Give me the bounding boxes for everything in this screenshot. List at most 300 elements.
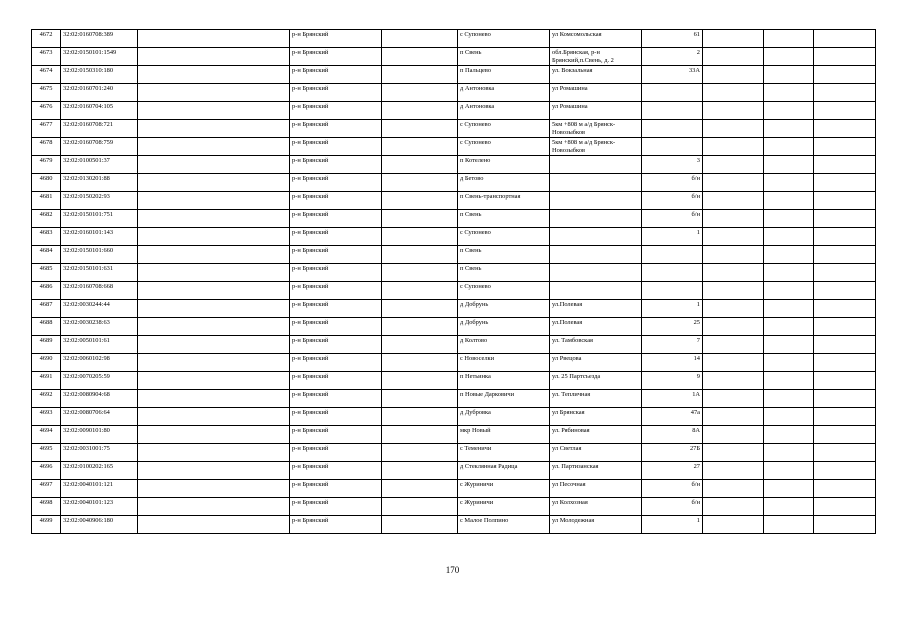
cell-cadastral-number: 32:02:0150101:631	[61, 264, 138, 282]
cell-empty	[382, 480, 458, 498]
cell-empty	[382, 498, 458, 516]
cell-empty	[764, 354, 814, 372]
cell-house: 1	[642, 300, 703, 318]
cell-cadastral-number: 32:02:0150101:751	[61, 210, 138, 228]
cell-district: р-н Брянский	[290, 282, 382, 300]
cell-district: р-н Брянский	[290, 174, 382, 192]
table-row	[32, 444, 876, 462]
cell-street: ул.Полевая	[550, 318, 642, 336]
cell-empty	[138, 336, 290, 354]
cell-locality: д Антоновка	[458, 102, 550, 120]
cell-house: 2	[642, 48, 703, 66]
cell-row-number: 4699	[32, 516, 61, 534]
cell-empty	[382, 408, 458, 426]
cell-house	[642, 264, 703, 282]
cell-empty	[814, 498, 876, 516]
cell-street: ул Комсомольская	[550, 30, 642, 48]
table-row	[32, 516, 876, 534]
cell-empty	[814, 48, 876, 66]
table-row	[32, 300, 876, 318]
cell-locality: с Супонево	[458, 282, 550, 300]
cell-locality: д Дубровка	[458, 408, 550, 426]
cell-row-number: 4681	[32, 192, 61, 210]
cell-row-number: 4677	[32, 120, 61, 138]
cell-empty	[764, 480, 814, 498]
cell-cadastral-number: 32:02:0150101:660	[61, 246, 138, 264]
cell-empty	[814, 246, 876, 264]
table-row	[32, 84, 876, 102]
cell-cadastral-number: 32:02:0040101:123	[61, 498, 138, 516]
cell-empty	[138, 408, 290, 426]
cell-cadastral-number: 32:02:0030238:63	[61, 318, 138, 336]
cell-cadastral-number: 32:02:0060102:98	[61, 354, 138, 372]
cell-empty	[138, 48, 290, 66]
cell-street	[550, 282, 642, 300]
cell-empty	[382, 264, 458, 282]
cell-empty	[703, 120, 764, 138]
cell-row-number: 4697	[32, 480, 61, 498]
cell-empty	[382, 372, 458, 390]
cell-street: ул Молодежная	[550, 516, 642, 534]
cell-locality: д Стеклянная Радица	[458, 462, 550, 480]
cell-row-number: 4674	[32, 66, 61, 84]
cell-empty	[138, 210, 290, 228]
cell-empty	[764, 336, 814, 354]
cell-cadastral-number: 32:02:0100501:37	[61, 156, 138, 174]
cell-house: 61	[642, 30, 703, 48]
cell-locality: с Теменичи	[458, 444, 550, 462]
page-number: 170	[445, 565, 460, 575]
cell-house	[642, 138, 703, 156]
cell-street: 5км +808 м а/д Брянск-Новозыбков	[550, 120, 642, 138]
cell-empty	[703, 426, 764, 444]
cell-empty	[703, 462, 764, 480]
cell-empty	[703, 192, 764, 210]
table-row	[32, 282, 876, 300]
cell-cadastral-number: 32:02:0050101:61	[61, 336, 138, 354]
cell-empty	[814, 480, 876, 498]
cell-row-number: 4695	[32, 444, 61, 462]
cell-empty	[138, 174, 290, 192]
cell-empty	[138, 228, 290, 246]
cell-empty	[703, 300, 764, 318]
cell-empty	[703, 174, 764, 192]
cell-empty	[764, 246, 814, 264]
cell-empty	[138, 66, 290, 84]
cell-row-number: 4692	[32, 390, 61, 408]
cell-empty	[814, 156, 876, 174]
cell-empty	[764, 156, 814, 174]
table-row	[32, 480, 876, 498]
cell-empty	[382, 138, 458, 156]
cell-house: 9	[642, 372, 703, 390]
cell-empty	[764, 120, 814, 138]
cell-street	[550, 192, 642, 210]
cell-cadastral-number: 32:02:0070205:59	[61, 372, 138, 390]
cell-empty	[764, 228, 814, 246]
cell-cadastral-number: 32:02:0150101:1549	[61, 48, 138, 66]
cell-empty	[138, 264, 290, 282]
cell-empty	[382, 336, 458, 354]
table-row	[32, 48, 876, 66]
cell-empty	[138, 354, 290, 372]
cell-empty	[764, 390, 814, 408]
cell-empty	[703, 318, 764, 336]
cell-street: ул Светлая	[550, 444, 642, 462]
cell-empty	[138, 102, 290, 120]
cell-empty	[703, 498, 764, 516]
table-row	[32, 318, 876, 336]
table-row	[32, 372, 876, 390]
cell-empty	[138, 192, 290, 210]
table-row	[32, 336, 876, 354]
cell-empty	[382, 462, 458, 480]
cell-empty	[138, 444, 290, 462]
cell-empty	[382, 318, 458, 336]
cell-row-number: 4693	[32, 408, 61, 426]
cell-row-number: 4675	[32, 84, 61, 102]
cell-house: б/н	[642, 480, 703, 498]
cell-district: р-н Брянский	[290, 444, 382, 462]
cell-street: ул. Вокзальная	[550, 66, 642, 84]
cell-house	[642, 282, 703, 300]
cell-empty	[764, 498, 814, 516]
cell-cadastral-number: 32:02:0160101:143	[61, 228, 138, 246]
cell-empty	[814, 408, 876, 426]
cell-district: р-н Брянский	[290, 336, 382, 354]
cell-empty	[814, 102, 876, 120]
cell-street: обл.Брянская, р-н Брянский,п.Свень, д. 2	[550, 48, 642, 66]
cell-row-number: 4684	[32, 246, 61, 264]
cell-empty	[764, 192, 814, 210]
cell-locality: с Журиничи	[458, 480, 550, 498]
cell-house	[642, 102, 703, 120]
table-row	[32, 138, 876, 156]
cell-district: р-н Брянский	[290, 462, 382, 480]
cell-district: р-н Брянский	[290, 228, 382, 246]
table-row	[32, 66, 876, 84]
cell-empty	[703, 264, 764, 282]
cell-empty	[764, 174, 814, 192]
cell-locality: д Антоновка	[458, 84, 550, 102]
cell-house: б/н	[642, 210, 703, 228]
cell-district: р-н Брянский	[290, 66, 382, 84]
cell-locality: п Свень	[458, 264, 550, 282]
cell-district: р-н Брянский	[290, 516, 382, 534]
cell-house: 47а	[642, 408, 703, 426]
cell-empty	[138, 300, 290, 318]
cell-street: ул. Рябиновая	[550, 426, 642, 444]
cell-empty	[382, 444, 458, 462]
cell-empty	[764, 48, 814, 66]
cell-empty	[814, 444, 876, 462]
cell-cadastral-number: 32:02:0090101:80	[61, 426, 138, 444]
cell-street: ул Колхозная	[550, 498, 642, 516]
cell-cadastral-number: 32:02:0150310:180	[61, 66, 138, 84]
cell-house: 1	[642, 228, 703, 246]
cell-empty	[814, 84, 876, 102]
cell-row-number: 4694	[32, 426, 61, 444]
table-row	[32, 498, 876, 516]
cell-row-number: 4678	[32, 138, 61, 156]
cell-district: р-н Брянский	[290, 48, 382, 66]
cell-district: р-н Брянский	[290, 264, 382, 282]
cell-district: р-н Брянский	[290, 390, 382, 408]
table-row	[32, 210, 876, 228]
cell-street: ул Рвецова	[550, 354, 642, 372]
cell-empty	[382, 300, 458, 318]
cell-empty	[138, 282, 290, 300]
cell-empty	[814, 228, 876, 246]
cell-cadastral-number: 32:02:0160708:759	[61, 138, 138, 156]
cell-cadastral-number: 32:02:0100202:165	[61, 462, 138, 480]
cell-street: ул Песочная	[550, 480, 642, 498]
cell-street: ул. 25 Партсъезда	[550, 372, 642, 390]
register-table	[31, 29, 876, 534]
cell-district: р-н Брянский	[290, 84, 382, 102]
cell-empty	[764, 84, 814, 102]
cell-empty	[382, 426, 458, 444]
cell-empty	[703, 48, 764, 66]
cell-empty	[138, 120, 290, 138]
cell-district: р-н Брянский	[290, 102, 382, 120]
cell-locality: п Свень	[458, 48, 550, 66]
cell-row-number: 4680	[32, 174, 61, 192]
cell-empty	[382, 66, 458, 84]
cell-district: р-н Брянский	[290, 480, 382, 498]
cell-empty	[703, 30, 764, 48]
table-row	[32, 408, 876, 426]
cell-house: 27Б	[642, 444, 703, 462]
cell-empty	[382, 228, 458, 246]
cell-empty	[814, 354, 876, 372]
table-row	[32, 174, 876, 192]
cell-empty	[138, 516, 290, 534]
cell-row-number: 4686	[32, 282, 61, 300]
cell-empty	[814, 192, 876, 210]
cell-locality: д Добрунь	[458, 318, 550, 336]
cell-empty	[703, 228, 764, 246]
cell-row-number: 4685	[32, 264, 61, 282]
cell-locality: с Новоселки	[458, 354, 550, 372]
cell-cadastral-number: 32:02:0160708:668	[61, 282, 138, 300]
cell-house: 7	[642, 336, 703, 354]
cell-empty	[138, 498, 290, 516]
cell-empty	[382, 516, 458, 534]
cell-row-number: 4687	[32, 300, 61, 318]
cell-empty	[138, 426, 290, 444]
cell-district: р-н Брянский	[290, 120, 382, 138]
cell-empty	[703, 282, 764, 300]
cell-district: р-н Брянский	[290, 156, 382, 174]
cell-cadastral-number: 32:02:0040906:180	[61, 516, 138, 534]
cell-empty	[764, 264, 814, 282]
cell-row-number: 4682	[32, 210, 61, 228]
cell-empty	[138, 390, 290, 408]
cell-street: ул.Полевая	[550, 300, 642, 318]
cell-empty	[138, 84, 290, 102]
cell-locality: п Нетьинка	[458, 372, 550, 390]
cell-empty	[764, 408, 814, 426]
cell-district: р-н Брянский	[290, 426, 382, 444]
cell-locality: мкр Новый	[458, 426, 550, 444]
cell-row-number: 4698	[32, 498, 61, 516]
cell-district: р-н Брянский	[290, 498, 382, 516]
cell-cadastral-number: 32:02:0030244:44	[61, 300, 138, 318]
cell-cadastral-number: 32:02:0080706:64	[61, 408, 138, 426]
cell-empty	[382, 390, 458, 408]
cell-empty	[814, 210, 876, 228]
cell-empty	[703, 444, 764, 462]
cell-empty	[703, 408, 764, 426]
cell-locality: с Малое Полпино	[458, 516, 550, 534]
cell-empty	[814, 318, 876, 336]
cell-street: 5км +808 м а/д Брянск-Новозыбков	[550, 138, 642, 156]
cell-empty	[382, 84, 458, 102]
cell-cadastral-number: 32:02:0160704:105	[61, 102, 138, 120]
cell-district: р-н Брянский	[290, 30, 382, 48]
cell-empty	[814, 390, 876, 408]
cell-empty	[703, 138, 764, 156]
cell-house	[642, 84, 703, 102]
cell-cadastral-number: 32:02:0130201:88	[61, 174, 138, 192]
cell-row-number: 4691	[32, 372, 61, 390]
cell-empty	[703, 84, 764, 102]
cell-empty	[814, 282, 876, 300]
cell-house: 14	[642, 354, 703, 372]
cell-empty	[814, 174, 876, 192]
cell-empty	[814, 138, 876, 156]
cell-empty	[703, 336, 764, 354]
cell-empty	[814, 300, 876, 318]
cell-house: б/н	[642, 174, 703, 192]
cell-empty	[138, 30, 290, 48]
cell-empty	[138, 372, 290, 390]
cell-empty	[703, 210, 764, 228]
table-row	[32, 102, 876, 120]
cell-empty	[138, 156, 290, 174]
cell-empty	[814, 264, 876, 282]
cell-empty	[814, 30, 876, 48]
table-row	[32, 390, 876, 408]
cell-empty	[764, 30, 814, 48]
cell-cadastral-number: 32:02:0160701:240	[61, 84, 138, 102]
cell-locality: п Котелено	[458, 156, 550, 174]
cell-locality: п Свень	[458, 210, 550, 228]
cell-row-number: 4673	[32, 48, 61, 66]
cell-street: ул. Партизанская	[550, 462, 642, 480]
table-row	[32, 264, 876, 282]
table-body	[32, 30, 876, 534]
cell-empty	[382, 102, 458, 120]
cell-street: ул Ромашина	[550, 102, 642, 120]
cell-row-number: 4689	[32, 336, 61, 354]
cell-empty	[764, 444, 814, 462]
cell-house: б/н	[642, 498, 703, 516]
cell-district: р-н Брянский	[290, 192, 382, 210]
cell-empty	[764, 102, 814, 120]
table-row	[32, 156, 876, 174]
cell-house: 27	[642, 462, 703, 480]
table-row	[32, 30, 876, 48]
cell-district: р-н Брянский	[290, 246, 382, 264]
cell-empty	[814, 66, 876, 84]
cell-locality: с Журиничи	[458, 498, 550, 516]
cell-row-number: 4688	[32, 318, 61, 336]
cell-house: 1А	[642, 390, 703, 408]
cell-row-number: 4696	[32, 462, 61, 480]
cell-house: 8А	[642, 426, 703, 444]
cell-empty	[814, 120, 876, 138]
cell-house	[642, 246, 703, 264]
cell-empty	[138, 480, 290, 498]
cell-row-number: 4679	[32, 156, 61, 174]
table-row	[32, 228, 876, 246]
cell-district: р-н Брянский	[290, 372, 382, 390]
cell-empty	[703, 390, 764, 408]
cell-empty	[814, 426, 876, 444]
cell-empty	[382, 120, 458, 138]
cell-empty	[382, 48, 458, 66]
cell-empty	[764, 318, 814, 336]
cell-empty	[703, 66, 764, 84]
cell-empty	[382, 174, 458, 192]
cell-district: р-н Брянский	[290, 300, 382, 318]
cell-empty	[703, 372, 764, 390]
cell-row-number: 4676	[32, 102, 61, 120]
cell-empty	[814, 372, 876, 390]
cell-empty	[764, 300, 814, 318]
cell-street: ул Ромашина	[550, 84, 642, 102]
cell-district: р-н Брянский	[290, 408, 382, 426]
cell-cadastral-number: 32:02:0160708:721	[61, 120, 138, 138]
cell-empty	[764, 372, 814, 390]
table-row	[32, 120, 876, 138]
cell-locality: п Свень-транспортная	[458, 192, 550, 210]
cell-house: 33А	[642, 66, 703, 84]
table-row	[32, 246, 876, 264]
table-row	[32, 426, 876, 444]
cell-empty	[382, 30, 458, 48]
cell-empty	[382, 246, 458, 264]
cell-house: 25	[642, 318, 703, 336]
cell-empty	[703, 516, 764, 534]
cell-district: р-н Брянский	[290, 138, 382, 156]
cell-street: ул Брянская	[550, 408, 642, 426]
cell-street	[550, 264, 642, 282]
cell-house: 1	[642, 516, 703, 534]
cell-empty	[138, 246, 290, 264]
cell-district: р-н Брянский	[290, 210, 382, 228]
cell-locality: с Супонево	[458, 120, 550, 138]
cell-locality: п Новые Дарковичи	[458, 390, 550, 408]
cell-empty	[138, 462, 290, 480]
cell-house: 3	[642, 156, 703, 174]
cell-empty	[703, 156, 764, 174]
cell-empty	[764, 66, 814, 84]
cell-empty	[703, 480, 764, 498]
table-row	[32, 192, 876, 210]
cell-empty	[382, 354, 458, 372]
cell-cadastral-number: 32:02:0080904:68	[61, 390, 138, 408]
cell-locality: с Супонево	[458, 138, 550, 156]
cell-empty	[703, 354, 764, 372]
cell-row-number: 4683	[32, 228, 61, 246]
cell-street	[550, 174, 642, 192]
cell-empty	[138, 138, 290, 156]
cell-street	[550, 156, 642, 174]
cell-street	[550, 246, 642, 264]
